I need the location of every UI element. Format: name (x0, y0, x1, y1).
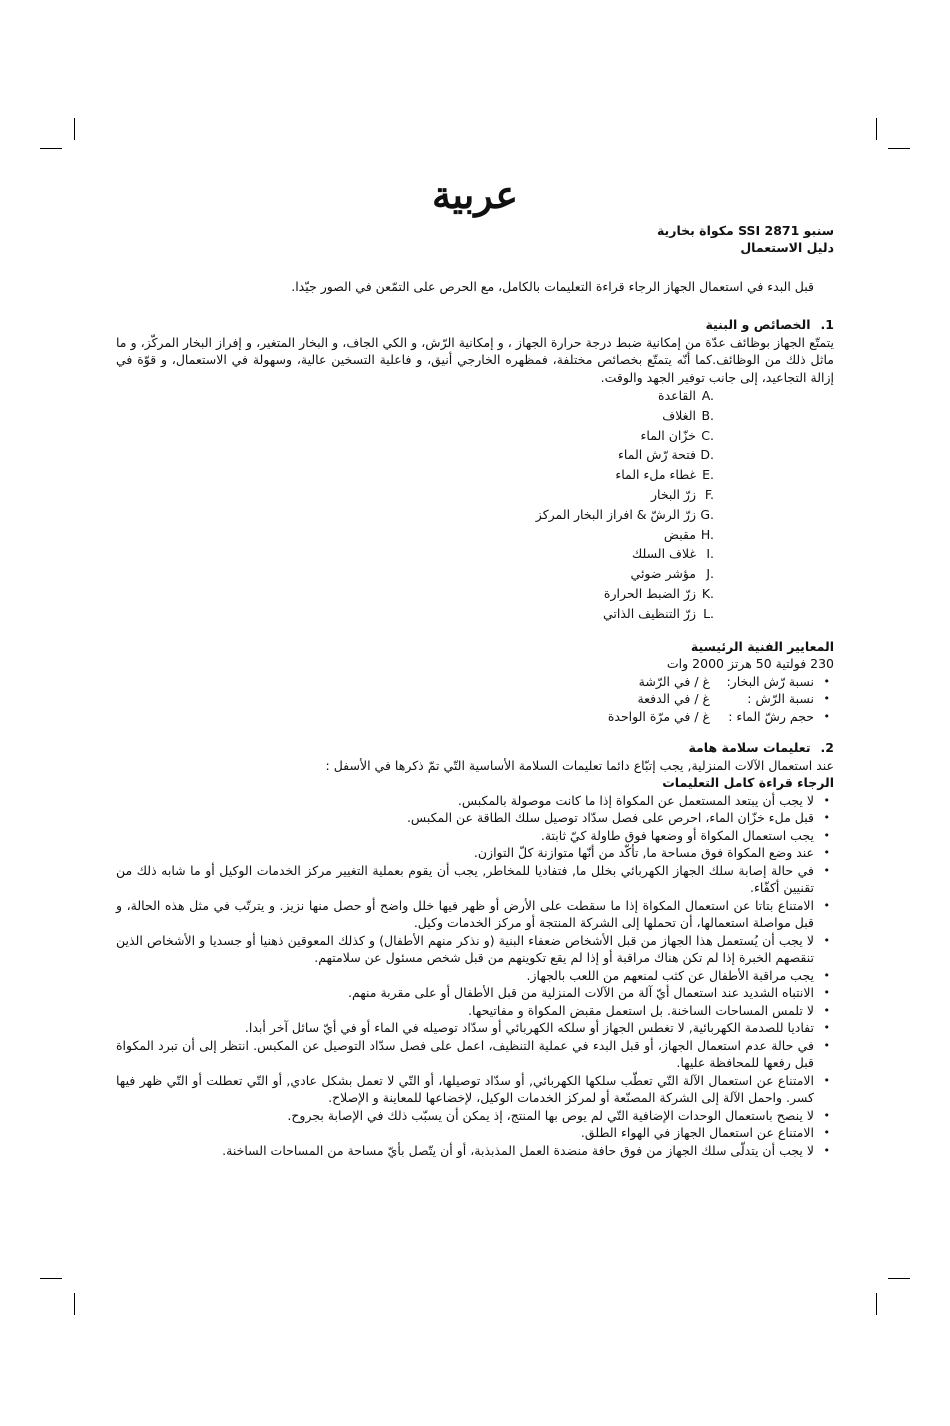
part-letter: H. (700, 526, 714, 542)
safety-rule: • في حالة إصابة سلك الجهاز الكهربائي بخلل ما, فتفاديا للمخاطر, يجب أن يقوم بعملية التغيير مركز الخدمات الوكيل أو ما شابه ذلك من تقنيين أكفّاء. (116, 862, 834, 897)
part-label: فتحة رّش الماء (618, 447, 696, 463)
crop-mark (888, 1278, 910, 1279)
crop-mark (40, 148, 62, 149)
part-label: زرّ التنظيف الذاتي (602, 605, 696, 621)
safety-rule: • لا يجب أن يبتعد المستعمل عن المكواة إذا ما كانت موصولة بالمكبس. (116, 792, 834, 810)
part-item (116, 406, 834, 426)
section2-number: 2. (820, 740, 834, 756)
part-item (116, 604, 834, 624)
safety-rule: • يجب مراقبة الأطفال عن كثب لمنعهم من اللعب بالجهاز. (116, 967, 834, 985)
part-letter: J. (706, 566, 714, 582)
part-letter: E. (702, 467, 714, 483)
parts-list (116, 386, 834, 624)
part-item (116, 505, 834, 525)
spec-label: حجم رشّ الماء : (728, 708, 814, 724)
spec-item (116, 673, 834, 691)
safety-rule: • عند وضع المكواة فوق مساحة ما, تأكّد من أنّها متوازنة كلّ التوازن. (116, 844, 834, 862)
spec-item (116, 708, 834, 726)
part-letter: A. (701, 388, 714, 403)
section1-title: الخصائص و البنية (705, 317, 811, 332)
spec-value: غ / في الرّشة (638, 673, 710, 689)
specs-list (116, 673, 834, 726)
part-label: مؤشر ضوئي (630, 566, 696, 582)
crop-mark (888, 148, 910, 149)
part-item (116, 544, 834, 564)
safety-rule: • لا ينصح باستعمال الوحدات الإضافية التّي لم يوص بها المنتج، إذ يمكن أن يسبّب ذلك في الإصابة بجروح. (116, 1107, 834, 1125)
part-label: الغلاف (662, 407, 696, 423)
crop-mark (876, 1293, 877, 1315)
spec-item (116, 690, 834, 708)
section1-heading (116, 316, 834, 334)
crop-mark (74, 1293, 75, 1315)
crop-mark (74, 118, 75, 140)
part-item (116, 564, 834, 584)
part-item (116, 485, 834, 505)
safety-rule: • لا تلمس المساحات الساخنة. بل استعمل مقبض المكواة و مفاتيحها. (116, 1002, 834, 1020)
product-line: سنبو SSI 2871 مكواة بخارية (656, 223, 834, 238)
part-item (116, 465, 834, 485)
safety-rule: • الامتناع بتاتا عن استعمال المكواة إذا ما سقطت على الأرض أو ظهر فيها خلل واضح أو حصل منها نزيز. و يترتّب في مثل هذه الحالة، و قبل مواصلة استعمالها، أن تحملها إلى الشركة المنتجة أو مركز الخدمات وكيل. (116, 897, 834, 932)
safety-rule: • تفاديا للصدمة الكهربائية, لا تغطس الجهاز أو سلكه الكهربائي أو سدّاد توصيله في الماء أو في أيّ سائل آخر أبدا. (116, 1019, 834, 1037)
spec-label: نسبة الرّش : (747, 691, 814, 707)
safety-rule: • الامتناع عن استعمال الجهاز في الهواء الطلق. (116, 1124, 834, 1142)
spec-value: غ / في الدفعة (637, 691, 710, 707)
part-label: غلاف السلك (631, 546, 696, 562)
safety-rules-list (116, 792, 834, 1160)
part-letter: B. (701, 407, 714, 423)
safety-rule: • قبل ملء خزّان الماء، احرص على فصل سدّاد توصيل سلك الطاقة عن المكبس. (116, 809, 834, 827)
crop-mark (876, 118, 877, 140)
part-label: زرّ البخار (650, 486, 696, 502)
part-item (116, 426, 834, 446)
safety-rule: • يجب استعمال المكواة أو وضعها فوق طاولة كيّ ثابتة. (116, 827, 834, 845)
manual-label: دليل الاستعمال (740, 240, 834, 255)
part-label: غطاء ملء الماء (615, 467, 696, 483)
safety-rule: • لا يجب أن يتدلّى سلك الجهاز من فوق حافة منضدة العمل المذبذبة، أو أن يتّصل بأيّ مساحة من المساحات الساخنة. (116, 1142, 834, 1160)
section2-lead: عند استعمال الآلات المنزلية, يجب إتبّاع دائما تعليمات السلامة الأساسية التّي تمّ ذكرها في الأسفل : (325, 757, 834, 773)
page-title: عربية (431, 172, 519, 217)
section2-title: تعليمات سلامة هامة (688, 740, 811, 756)
part-letter: L. (703, 605, 714, 621)
part-label: زرّ الضبط الحرارة (603, 585, 696, 601)
intro-text: قبل البدء في استعمال الجهاز الرجاء قراءة التعليمات بالكامل، مع الحرص على التمّعن في الصور جيّدا. (291, 279, 814, 294)
document-header (657, 222, 834, 256)
crop-mark (40, 1278, 62, 1279)
read-all-notice: الرجاء قراءة كامل التعليمات (662, 775, 834, 791)
part-label: مقبض (663, 526, 696, 542)
spec-value: غ / في مرّة الواحدة (607, 708, 710, 724)
content-flow (116, 316, 834, 1159)
safety-rule: • في حالة عدم استعمال الجهاز، أو قبل البدء في عملية التنظيف، اعمل على فصل سدّاد التوصيل عن المكبس. انتظر إلى أن تبرد المكواة قبل رفعها للمحافظة عليها. (116, 1037, 834, 1072)
section2-heading (116, 739, 834, 757)
part-label: خزّان الماء (640, 427, 696, 443)
part-label: زرّ الرشّ & افراز البخار المركز (535, 506, 696, 522)
safety-rule: • الامتناع عن استعمال الآلة التّي تعطّب سلكها الكهربائي, أو سدّاد توصيلها، أو التّي لا تعمل بشكل عادي, أو التّي تعطلت أو التّي ظهر فيها كسر. واحمل الآلة إلى الشركة المصنّعة أو لمركز الخدمات الوكيل، لإخضاعها للمعاينة و الإصلاح. (116, 1072, 834, 1107)
section1-paragraph: يتمتّع الجهاز بوظائف عدّة من إمكانية ضبط درجة حرارة الجهاز ، و إمكانية الرّش، و الكي الجاف، و البخار المتغير، و إفراز البخار المركّز، و ما ماثل ذلك من الوظائف.كما أنّه يتمتّع بخصائص مختلفة، فمظهره الخارجي أنيق، و فاعلية التسخين عالية، وسهولة في الاستعمال، و قوّة في إزالة التجاعيد، إلى جانب توفير الجهد والوقت. (116, 334, 834, 385)
part-item (116, 584, 834, 604)
safety-rule: • لا يجب أن يُستعمل هذا الجهاز من قبل الأشخاص ضعفاء البنية (و نذكر منهم الأطفال) و كذلك المعوقين ذهنيا أو جسديا و الأشخاص الذين تنقصهم الخبرة إذا لم تكن هناك مراقبة أو إذا لم يقع تكوينهم من قبل شخص مسئول عن سلامتهم. (116, 932, 834, 967)
specs-power: 230 فولتية 50 هرتز 2000 وات (666, 656, 834, 672)
part-letter: C. (701, 427, 714, 443)
part-item (116, 525, 834, 545)
part-letter: K. (701, 585, 714, 601)
part-item (116, 386, 834, 406)
part-label: القاعدة (658, 388, 696, 403)
part-letter: D. (700, 447, 714, 463)
specs-heading: المعايير الفنية الرئيسية (690, 638, 834, 654)
part-letter: G. (700, 506, 714, 522)
part-letter: F. (704, 486, 714, 502)
part-item (116, 445, 834, 465)
part-letter: I. (706, 546, 714, 562)
section1-number: 1. (820, 317, 834, 332)
safety-rule: • الانتباه الشديد عند استعمال أيّ آلة من الآلات المنزلية من قبل الأطفال أو على مقربة منهم. (116, 984, 834, 1002)
spec-label: نسبة رّش البخار: (726, 673, 814, 689)
